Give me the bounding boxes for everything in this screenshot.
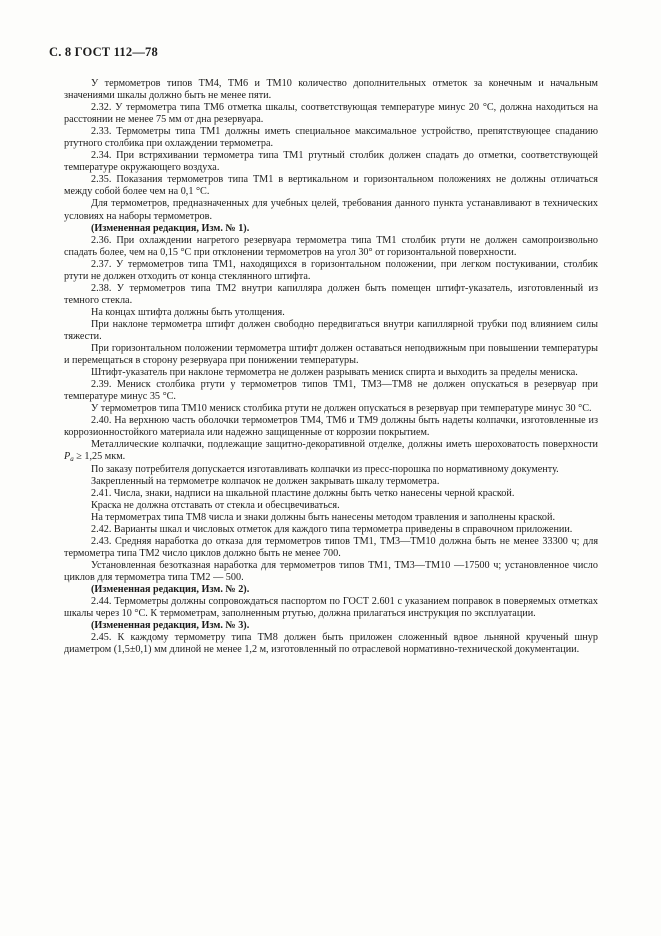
paragraph: У термометров типов ТМ4, ТМ6 и ТМ10 количество дополнительных отметок за конечным и начальным значениями шкалы должно быть не менее пяти. <box>64 78 598 102</box>
paragraph: Установленная безотказная наработка для термометров типов ТМ1, ТМ3—ТМ10 —17500 ч; установленное число циклов для термометра типа ТМ2 — 500. <box>64 559 598 583</box>
paragraph: При горизонтальном положении термометра штифт должен оставаться неподвижным при повышении температуры и перемещаться в сторону резервуара при понижении температуры. <box>64 343 598 367</box>
paragraph: 2.35. Показания термометров типа ТМ1 в вертикальном и горизонтальном положениях не должны отличаться между собой более чем на 0,1 °С. <box>64 174 598 198</box>
paragraph: 2.40. На верхнюю часть оболочки термометров ТМ4, ТМ6 и ТМ9 должны быть надеты колпачки, изготовленные из коррозионностойкого материала или надежно защищенные от коррозии покрытием. <box>64 415 598 439</box>
paragraph: 2.42. Варианты шкал и числовых отметок для каждого типа термометра приведены в справочном приложении. <box>91 523 573 535</box>
paragraph: 2.43. Средняя наработка до отказа для термометров типов ТМ1, ТМ3—ТМ10 должна быть не менее 33300 ч; для термометра типа ТМ2 число циклов должно быть не менее 700. <box>64 535 598 559</box>
amendment-note: (Измененная редакция, Изм. № 3). <box>91 620 250 632</box>
paragraph: На концах штифта должны быть утолщения. <box>91 306 285 318</box>
paragraph: 2.41. Числа, знаки, надписи на шкальной пластине должны быть четко нанесены черной краской. <box>91 487 515 499</box>
paragraph: Краска не должна отставать от стекла и обесцвечиваться. <box>91 499 340 511</box>
paragraph: На термометрах типа ТМ8 числа и знаки должны быть нанесены методом травления и заполнены краской. <box>91 511 555 523</box>
paragraph: Закрепленный на термометре колпачок не должен закрывать шкалу термометра. <box>91 475 440 487</box>
paragraph-text: ≥ 1,25 мкм. <box>73 451 126 463</box>
paragraph <box>64 439 598 463</box>
paragraph: 2.38. У термометров типа ТМ2 внутри капилляра должен быть помещен штифт-указатель, изготовленный из темного стекла. <box>64 282 598 306</box>
amendment-note: (Измененная редакция, Изм. № 1). <box>91 222 250 234</box>
document-body <box>64 78 598 656</box>
paragraph: 2.32. У термометра типа ТМ6 отметка шкалы, соответствующая температуре минус 20 °С, должна находиться на расстоянии не менее 75 мм от дна резервуара. <box>64 102 598 126</box>
paragraph: При наклоне термометра штифт должен свободно передвигаться внутри капиллярной трубки под влиянием силы тяжести. <box>64 318 598 342</box>
paragraph: 2.33. Термометры типа ТМ1 должны иметь специальное максимальное устройство, препятствующее спаданию ртутного столбика при охлаждении термометра. <box>64 126 598 150</box>
paragraph: По заказу потребителя допускается изготавливать колпачки из пресс-порошка по нормативному документу. <box>91 463 559 475</box>
paragraph: 2.44. Термометры должны сопровождаться паспортом по ГОСТ 2.601 с указанием поправок в поверяемых отметках шкалы через 10 °С. К термометрам, заполненным ртутью, должна прилагаться инструкция по эксплуатации. <box>64 596 598 620</box>
paragraph: Для термометров, предназначенных для учебных целей, требования данного пункта устанавливают в технических условиях на наборы термометров. <box>64 198 598 222</box>
paragraph: 2.37. У термометров типа ТМ1, находящихся в горизонтальном положении, при легком постукивании, столбик ртути не должен отходить от конца стеклянного штифта. <box>64 258 598 282</box>
paragraph: 2.45. К каждому термометру типа ТМ8 должен быть приложен сложенный вдвое льняной крученый шнур диаметром (1,5±0,1) мм длиной не менее 1,2 м, изготовленный по отраслевой нормативно-технической документации. <box>64 632 598 656</box>
paragraph: 2.39. Мениск столбика ртути у термометров типов ТМ1, ТМ3—ТМ8 не должен опускаться в резервуар при температуре минус 35 °С. <box>64 379 598 403</box>
paragraph: У термометров типа ТМ10 мениск столбика ртути не должен опускаться в резервуар при температуре минус 30 °С. <box>91 403 592 415</box>
roughness-symbol: P <box>64 451 71 463</box>
paragraph: 2.36. При охлаждении нагретого резервуара термометра типа ТМ1 столбик ртути не должен самопроизвольно спадать более, чем на 0,15 °С при отклонении термометров на угол 30° от горизонтальной поверхности. <box>64 234 598 258</box>
paragraph: 2.34. При встряхивании термометра типа ТМ1 ртутный столбик должен спадать до отметки, соответствующей температуре окружающего воздуха. <box>64 150 598 174</box>
page-header: С. 8 ГОСТ 112—78 <box>49 45 158 59</box>
paragraph-text: Металлические колпачки, подлежащие защитно-декоративной отделке, должны иметь шероховатость поверхности <box>91 439 598 451</box>
paragraph: Штифт-указатель при наклоне термометра не должен разрывать мениск спирта и выходить за пределы мениска. <box>91 367 578 379</box>
roughness-subscript: a <box>70 455 74 464</box>
amendment-note: (Измененная редакция, Изм. № 2). <box>91 583 250 595</box>
